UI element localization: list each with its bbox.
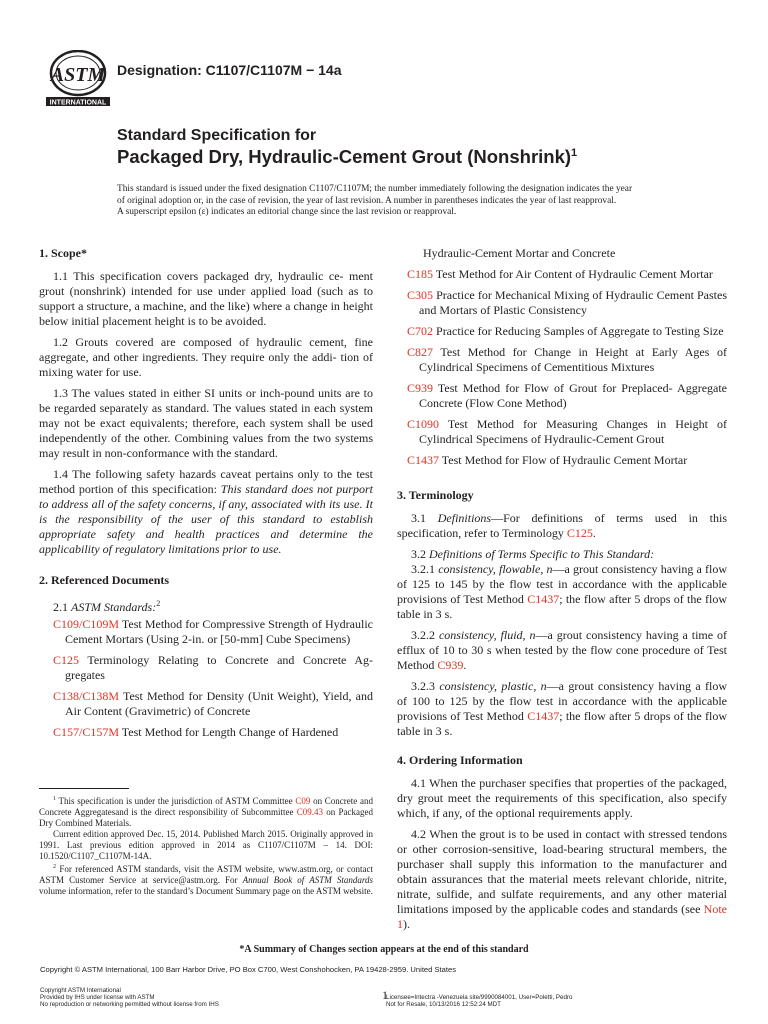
footnote-1-subcommittee-link[interactable]: C09.43 <box>296 807 324 817</box>
footnote-rule <box>39 788 129 789</box>
term-3-2-label: Definitions of Terms Specific to This Standard: <box>429 547 655 561</box>
footnote-1-a: This specification is under the jurisdiction of ASTM Committee <box>56 796 296 806</box>
license-right-2: Not for Resale, 10/13/2016 12:52:24 MDT <box>386 1001 501 1008</box>
title-footnote-mark: 1 <box>571 146 578 159</box>
scope-1-1-a: 1.1 This specification covers packaged dry, hydraulic ce- <box>53 269 344 283</box>
term-3-1-text: —For definitions of terms used in this specification, refer to Terminology <box>397 511 727 540</box>
astm-standards-label <box>39 596 373 615</box>
ref-c109-link[interactable]: C109/C109M <box>53 617 120 631</box>
term-3-2-1-text: —a grout consistency having a flow of 125 to 145 by the flow test in accordance with the applicable provisions of Test Method <box>397 562 728 606</box>
term-3-1-label: Definitions <box>437 511 492 525</box>
footnote-2-b: volume information, refer to the standard’s Document Summary page on the ASTM website. <box>39 886 373 896</box>
ref-c125-link[interactable]: C125 <box>53 653 80 667</box>
order-4-2-link[interactable]: Note 1 <box>397 902 727 931</box>
ref-c1437-link[interactable]: C1437 <box>407 453 440 467</box>
title-line-2 <box>117 146 577 168</box>
ref-c305-link[interactable]: C305 <box>407 288 434 302</box>
page-number: 1 <box>382 988 388 1002</box>
term-3-2-2 <box>397 628 727 673</box>
intro-line-1: This standard is issued under the fixed designation C1107/C1107M; the number immediately following the designation indicates the year <box>117 184 633 194</box>
summary-notice: *A Summary of Changes section appears at the end of this standard <box>239 944 529 955</box>
term-3-2-2-term: consistency, fluid, n <box>438 628 536 642</box>
intro-line-3: A superscript epsilon (ε) indicates an editorial change since the last revision or reapproval. <box>117 207 457 217</box>
title-main: Packaged Dry, Hydraulic-Cement Grout (Nonshrink) <box>117 146 572 167</box>
footnote-1-mark: 1 <box>53 796 56 802</box>
license-left-2: Provided by IHS under license with ASTM <box>40 994 155 1001</box>
copyright-line: Copyright © ASTM International, 100 Barr Harbor Drive, PO Box C700, West Conshohocken, PA 19428-2959. United States <box>40 965 457 974</box>
ref-c185-link[interactable]: C185 <box>407 267 434 281</box>
term-3-2 <box>397 547 727 562</box>
ref-c185 <box>397 267 727 282</box>
astm-standards-text: ASTM Standards: <box>71 600 157 614</box>
term-3-2-3-link[interactable]: C1437 <box>527 709 560 723</box>
term-3-2-3-end: ; the flow after 5 drops of the flow table in 3 s. <box>397 709 727 738</box>
footnote-2 <box>39 862 373 897</box>
footnotes <box>39 794 373 897</box>
footnote-1 <box>39 794 373 829</box>
license-left-3: No reproduction or networking permitted without license from IHS <box>40 1001 219 1008</box>
scope-1-4-caveat: This standard does not purport to address all of the safety concerns, if any, associated with its use. It is the responsibility of the user of this standard to establish appropriate safety and health practices and determine the applicability of regulatory limitations prior to use. <box>39 482 373 556</box>
ref-c827 <box>397 345 727 375</box>
designation: Designation: C1107/C1107M − 14a <box>117 62 342 78</box>
scope-1-4-text: 1.4 The following safety hazards caveat pertains only to the test method portion of this specification: <box>39 467 373 496</box>
ref-c125 <box>39 653 373 683</box>
ref-c1437-title: Test Method for Flow of Hydraulic Cement Mortar <box>439 453 688 467</box>
term-3-2-3-text: —a grout consistency having a flow of 100 to 125 by the flow test in accordance with the applicable provisions of Test Method <box>397 679 727 723</box>
order-4-2 <box>397 827 727 932</box>
scope-1-1-b: ment grout (nonshrink) intended for use under applied load (such as to support a structure, a machine, and the like) where a change in height below initial placement height is to be avoided. <box>39 269 374 328</box>
terminology-heading: 3. Terminology <box>397 488 474 502</box>
license-left-1: Copyright ASTM International <box>40 987 121 994</box>
ref-c1437 <box>397 453 727 468</box>
ref-c827-link[interactable]: C827 <box>407 345 434 359</box>
ref-c305-title: Practice for Mechanical Mixing of Hydraulic Cement Pastes and Mortars of Plastic Consistency <box>419 288 727 317</box>
term-3-2-1-term: consistency, flowable, n <box>438 562 553 576</box>
astm-logo <box>44 50 112 108</box>
term-3-2-1 <box>397 562 727 622</box>
ordering-heading: 4. Ordering Information <box>397 753 523 767</box>
scope-1-1 <box>39 269 373 329</box>
logo-subtext: INTERNATIONAL <box>49 99 107 107</box>
license-right <box>386 994 572 1008</box>
term-3-2-3 <box>397 679 727 739</box>
ref-c1090 <box>397 417 727 447</box>
left-column <box>39 246 373 746</box>
scope-heading: 1. Scope* <box>39 246 87 260</box>
intro-line-2: of original adoption or, in the case of revision, the year of last revision. A number in parentheses indicates the year of last reapproval. <box>117 195 617 206</box>
right-column <box>397 246 727 938</box>
ref-c702-link[interactable]: C702 <box>407 324 434 338</box>
scope-1-4 <box>39 467 373 557</box>
ref-c109 <box>39 617 373 647</box>
astm-standards-fn: 2 <box>156 599 161 608</box>
term-3-2-3-term: consistency, plastic, n <box>439 679 547 693</box>
logo-letters: ASTM <box>50 64 106 86</box>
ref-c157-link[interactable]: C157/C157M <box>53 725 120 739</box>
footnote-1-committee-link[interactable]: C09 <box>295 796 311 806</box>
footnote-edition: Current edition approved Dec. 15, 2014. Published March 2015. Originally approved in 1991. Last previous edition approved in 2014 as C1107/C1107M – 14. DOI: 10.1520/C1107_C1107M-14A. <box>39 829 373 861</box>
ref-c939-title: Test Method for Flow of Grout for Preplaced- Aggregate Concrete (Flow Cone Method) <box>419 381 727 410</box>
term-3-2-1-end: ; the flow after 5 drops of the flow table in 3 s. <box>397 592 727 621</box>
ref-c138-link[interactable]: C138/C138M <box>53 689 120 703</box>
ref-c157-continued: Hydraulic-Cement Mortar and Concrete <box>423 246 616 260</box>
term-3-1-end: . <box>592 526 596 540</box>
ref-c109-title: Test Method for Compressive Strength of Hydraulic Cement Mortars (Using 2-in. or [50-mm] Cube Specimens) <box>65 617 373 646</box>
ref-c185-title: Test Method for Air Content of Hydraulic Cement Mortar <box>433 267 713 281</box>
order-4-1: 4.1 When the purchaser specifies that properties of the packaged, dry grout meet the requirements of this specification, also specify which, if any, of the optional requirements apply. <box>397 776 727 820</box>
footnote-1-c: on Packaged Dry Combined Materials. <box>39 807 373 828</box>
ref-c702-title: Practice for Reducing Samples of Aggregate to Testing Size <box>433 324 724 338</box>
ref-c138-title: Test Method for Density (Unit Weight), Yield, and Air Content (Gravimetric) of Concrete <box>65 689 373 718</box>
ref-c939-link[interactable]: C939 <box>407 381 434 395</box>
term-3-1-link[interactable]: C125 <box>566 526 593 540</box>
footnote-2-italic: Annual Book of ASTM Standards <box>242 875 374 885</box>
term-3-2-pre: 3.2 <box>411 547 429 561</box>
footnote-1-b: on Concrete and Concrete Aggregatesand is the direct responsibility of Subcommittee <box>39 796 373 817</box>
astm-logo-mark <box>44 50 112 108</box>
license-left <box>40 987 219 1008</box>
term-3-2-3-pre: 3.2.3 <box>411 679 440 693</box>
referenced-heading: 2. Referenced Documents <box>39 573 170 587</box>
ref-c157-title: Test Method for Length Change of Hardened <box>119 725 339 739</box>
term-3-1 <box>397 511 727 541</box>
footnote-2-mark: 2 <box>53 864 56 870</box>
term-3-2-1-pre: 3.2.1 <box>411 562 439 576</box>
ref-c305 <box>397 288 727 318</box>
scope-1-2: 1.2 Grouts covered are composed of hydraulic cement, fine aggregate, and other ingredients. They require only the addi- tion of mixing water for use. <box>39 335 373 379</box>
license-right-1: Licensee=Intectra -Venezuela site/9990084001, User=Poletti, Pedro <box>386 994 573 1001</box>
ref-c702 <box>397 324 727 339</box>
term-3-2-2-end: . <box>463 658 467 672</box>
ref-c157 <box>39 725 373 740</box>
ref-c138 <box>39 689 373 719</box>
term-3-2-1-link[interactable]: C1437 <box>527 592 560 606</box>
term-3-2-2-link[interactable]: C939 <box>437 658 464 672</box>
ref-c125-title: Terminology Relating to Concrete and Concrete Ag- gregates <box>65 653 373 682</box>
intro-notice <box>117 184 677 219</box>
ref-c1090-title: Test Method for Measuring Changes in Height of Cylindrical Specimens of Hydraulic-Cement Grout <box>419 417 727 446</box>
title-line-1: Standard Specification for <box>117 127 317 144</box>
order-4-2-text: 4.2 When the grout is to be used in contact with stressed tendons or other corrosion-sensitive, load-bearing structural members, the purchaser shall supply this information to the manufacturer and obtain assurances that the material meets relevant chloride, nitrite, nitrate, sulfide, and sulfate requirements, and any other material limitations imposed by the applicable codes and standards (see <box>397 827 727 916</box>
scope-1-3: 1.3 The values stated in either SI units or inch-pound units are to be regarded separately as standard. The values stated in each system may not be exact equivalents; therefore, each system shall be used independently of the other. Combining values from the two systems may result in non-conformance with the standard. <box>39 386 373 460</box>
ref-c1090-link[interactable]: C1090 <box>407 417 440 431</box>
ref-c827-title: Test Method for Change in Height at Early Ages of Cylindrical Specimens of Cementitious Mixtures <box>419 345 727 374</box>
footnote-2-a: For referenced ASTM standards, visit the ASTM website, www.astm.org, or contact ASTM Customer Service at service@astm.org. For <box>39 864 373 885</box>
ref-c939 <box>397 381 727 411</box>
term-3-2-2-text: —a grout consistency having a time of efflux of 10 to 30 s when tested by the flow cone procedure of Test Method <box>397 628 728 672</box>
term-3-2-2-pre: 3.2.2 <box>411 628 439 642</box>
term-3-1-pre: 3.1 <box>411 511 438 525</box>
astm-standards-prefix: 2.1 <box>53 600 71 614</box>
order-4-2-end: ). <box>403 917 410 931</box>
